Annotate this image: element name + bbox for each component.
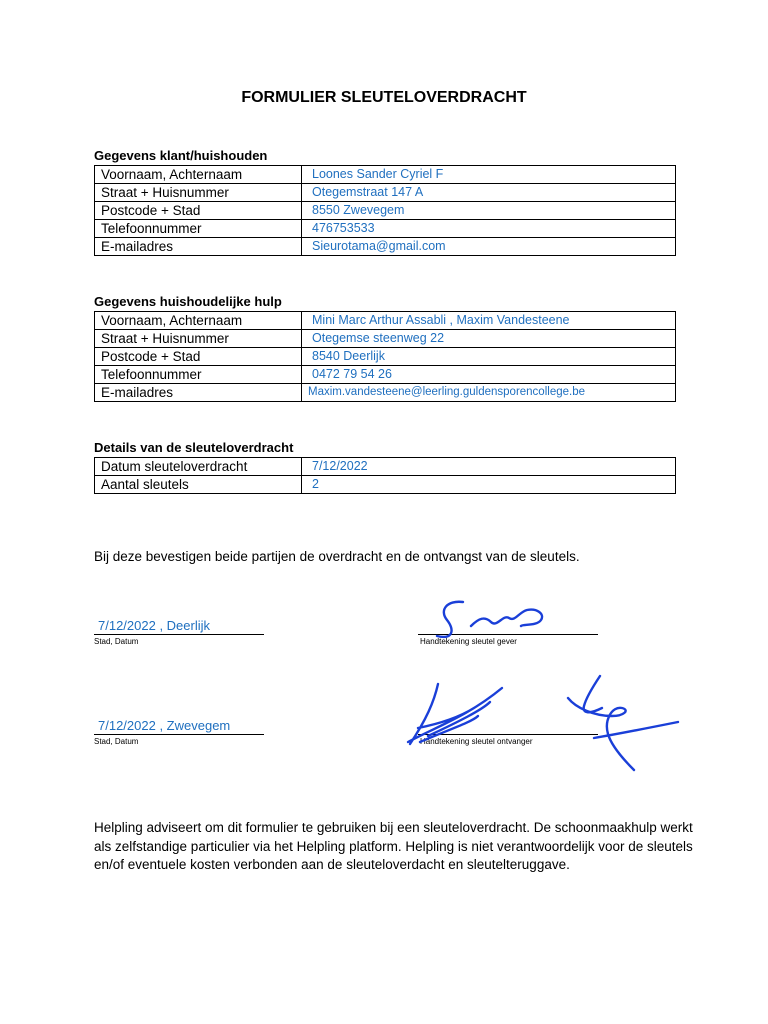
name-field[interactable]: Loones Sander Cyriel F: [302, 166, 676, 184]
phone-field[interactable]: 476753533: [302, 220, 676, 238]
row-label: Straat + Huisnummer: [95, 184, 302, 202]
receiver-signature-label: Handtekening sleutel ontvanger: [420, 737, 533, 746]
table-row: [95, 184, 676, 202]
row-label: Datum sleuteloverdracht: [95, 458, 302, 476]
table-row: [95, 330, 676, 348]
table-row: [95, 202, 676, 220]
street-field[interactable]: Otegemse steenweg 22: [302, 330, 676, 348]
receiver-date-place-field[interactable]: 7/12/2022 , Zwevegem: [98, 718, 231, 733]
giver-signature-label: Handtekening sleutel gever: [420, 637, 517, 646]
postcode-field[interactable]: 8550 Zwevegem: [302, 202, 676, 220]
row-label: Voornaam, Achternaam: [95, 166, 302, 184]
email-field[interactable]: Sieurotama@gmail.com: [302, 238, 676, 256]
row-label: Straat + Huisnummer: [95, 330, 302, 348]
table-row: [95, 166, 676, 184]
table-row: [95, 458, 676, 476]
row-label: Aantal sleutels: [95, 476, 302, 494]
helper-section-heading: Gegevens huishoudelijke hulp: [94, 294, 282, 309]
giver-date-place-field[interactable]: 7/12/2022 , Deerlijk: [98, 618, 211, 633]
row-label: Postcode + Stad: [95, 202, 302, 220]
postcode-field[interactable]: 8540 Deerlijk: [302, 348, 676, 366]
table-row: [95, 384, 676, 402]
footer-disclaimer: Helpling adviseert om dit formulier te gebruiken bij een sleuteloverdracht. De schoonmaakhulp werkt als zelfstandige particulier via het Helpling platform. Helpling is niet verantwoordelijk voor de sleutels en/of eventuele kosten verbonden aan de sleuteloverdacht en sleutelteruggave.: [94, 820, 693, 872]
row-label: Voornaam, Achternaam: [95, 312, 302, 330]
table-row: [95, 476, 676, 494]
row-label: E-mailadres: [95, 238, 302, 256]
table-row: [95, 312, 676, 330]
key-count-field[interactable]: 2: [302, 476, 676, 494]
email-field[interactable]: Maxim.vandesteene@leerling.guldensporencollege.be: [302, 384, 676, 402]
confirmation-statement: Bij deze bevestigen beide partijen de overdracht en de ontvangst van de sleutels.: [94, 549, 580, 564]
helper-table: [94, 311, 676, 402]
details-table: [94, 457, 676, 494]
receiver-signature-icon: [398, 668, 688, 778]
name-field[interactable]: Mini Marc Arthur Assabli , Maxim Vandesteene: [302, 312, 676, 330]
street-field[interactable]: Otegemstraat 147 A: [302, 184, 676, 202]
place-date-label: Stad, Datum: [94, 637, 139, 646]
table-row: [95, 238, 676, 256]
date-line: [94, 734, 264, 735]
row-label: Postcode + Stad: [95, 348, 302, 366]
giver-signature-icon: [425, 596, 555, 648]
client-table: [94, 165, 676, 256]
row-label: Telefoonnummer: [95, 366, 302, 384]
page-title: FORMULIER SLEUTELOVERDRACHT: [241, 89, 527, 106]
table-row: [95, 366, 676, 384]
place-date-label: Stad, Datum: [94, 737, 139, 746]
details-section-heading: Details van de sleuteloverdracht: [94, 440, 294, 455]
table-row: [95, 348, 676, 366]
date-line: [94, 634, 264, 635]
row-label: Telefoonnummer: [95, 220, 302, 238]
table-row: [95, 220, 676, 238]
row-label: E-mailadres: [95, 384, 302, 402]
client-section-heading: Gegevens klant/huishouden: [94, 148, 268, 163]
phone-field[interactable]: 0472 79 54 26: [302, 366, 676, 384]
handover-date-field[interactable]: 7/12/2022: [302, 458, 676, 476]
